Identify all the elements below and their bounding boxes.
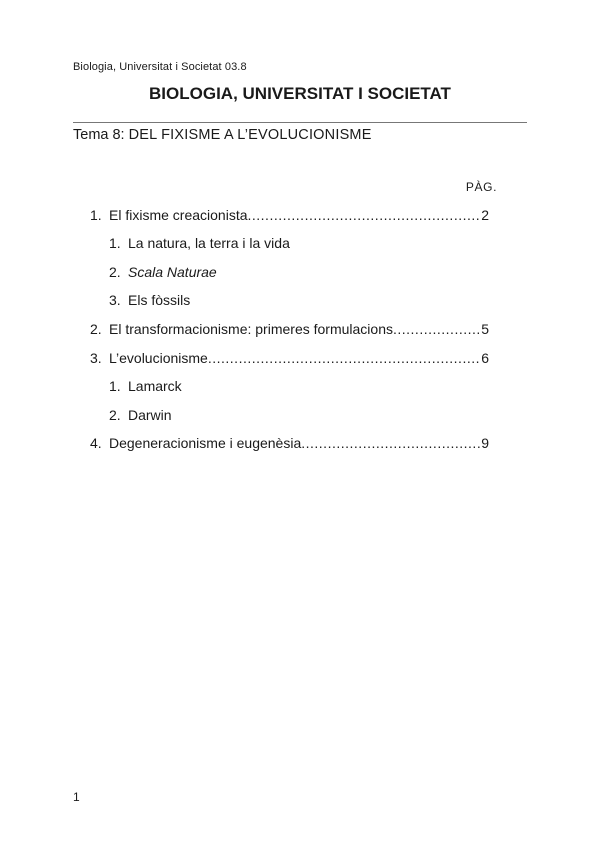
subtitle-topic: DEL FIXISME A L’EVOLUCIONISME [128, 127, 372, 143]
toc-leader-dots [248, 207, 482, 223]
running-head: Biologia, Universitat i Societat 03.8 [73, 61, 247, 73]
toc-leader-dots [208, 350, 481, 366]
toc-entry-number: 1. [90, 207, 102, 223]
toc-entry-number: 1. [109, 235, 121, 251]
toc-entry-degeneracionisme [90, 435, 489, 453]
toc-entry-fixisme-creacionista [90, 207, 489, 225]
toc-entry-number: 3. [90, 350, 102, 366]
toc-entry-title: Darwin [128, 407, 172, 423]
toc-entry-number: 3. [109, 292, 121, 308]
subtitle-prefix: Tema 8: [73, 127, 129, 143]
toc-entry-page: 6 [481, 350, 489, 366]
toc-entry-number: 2. [109, 264, 121, 280]
toc-entry-page: 9 [481, 435, 489, 451]
toc-entry-number: 4. [90, 435, 102, 451]
toc-subentry-scala-naturae [109, 264, 489, 282]
page-column-label: PÀG. [465, 180, 497, 194]
toc-leader-dots [393, 321, 481, 337]
document-title: BIOLOGIA, UNIVERSITAT I SOCIETAT [149, 84, 451, 103]
toc-leader-dots [301, 435, 481, 451]
toc-entry-title: La natura, la terra i la vida [128, 235, 290, 251]
toc-entry-title: Degeneracionisme i eugenèsia [109, 435, 302, 451]
toc-entry-page: 2 [481, 207, 489, 223]
toc-entry-number: 2. [109, 407, 121, 423]
toc-subentry-fossils [109, 292, 489, 310]
toc-entry-title: Lamarck [128, 378, 182, 394]
toc-subentry-lamarck [109, 378, 489, 396]
toc-subentry-darwin [109, 407, 489, 425]
toc-entry-evolucionisme [90, 350, 489, 368]
toc-entry-title: El transformacionisme: primeres formulacions [109, 321, 393, 337]
toc-entry-title: Scala Naturae [128, 264, 217, 280]
toc-entry-transformacionisme [90, 321, 489, 339]
toc-subentry-natura [109, 235, 489, 253]
toc-entry-number: 1. [109, 378, 121, 394]
toc-entry-title: L’evolucionisme [109, 350, 208, 366]
toc-entry-title: Els fòssils [128, 292, 191, 308]
toc-entry-title: El fixisme creacionista [109, 207, 248, 223]
toc-entry-page: 5 [481, 321, 489, 337]
toc-entry-number: 2. [90, 321, 102, 337]
page-number: 1 [73, 790, 80, 804]
